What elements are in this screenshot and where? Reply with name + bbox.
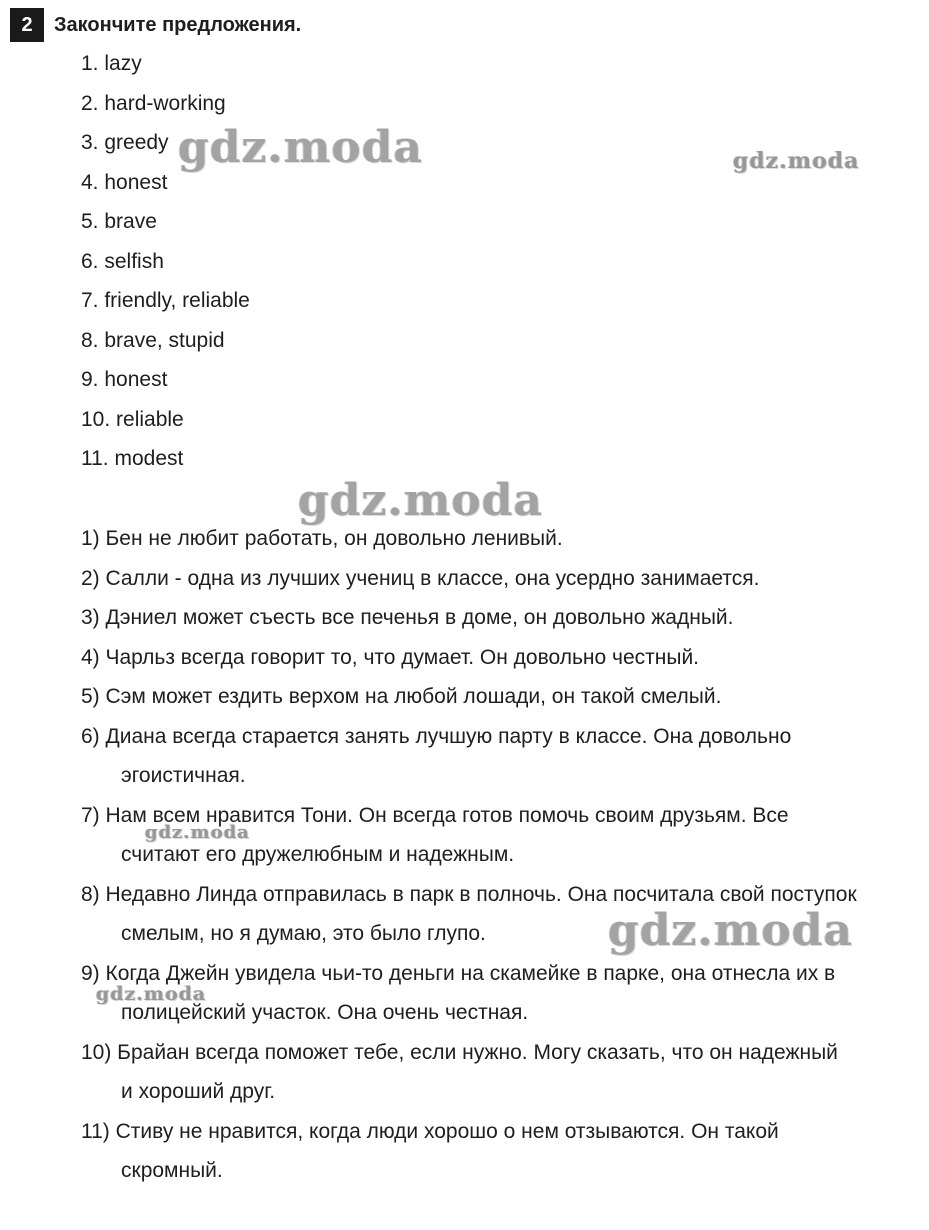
answer-item: 8. brave, stupid [81, 328, 225, 352]
answer-item: 11. modest [81, 447, 184, 470]
sentence-text: 4) Чарльз всегда говорит то, что думает. Он довольно честный. [81, 645, 700, 669]
sentence-item [81, 1112, 919, 1191]
sentence-text: 1) Бен не любит работать, он довольно ленивый. [81, 527, 563, 550]
watermark: gdz.moda [733, 148, 860, 174]
answer-item: 7. friendly, reliable [81, 289, 250, 312]
sentence-continuation: скромный. [121, 1159, 223, 1182]
answer-item: 2. hard-working [81, 91, 226, 115]
answer-item: 1. lazy [81, 52, 142, 75]
answer-item: 4. honest [81, 170, 168, 194]
sentence-continuation: смелым, но я думаю, это было глупо. [121, 922, 486, 945]
watermark: gdz.moda [608, 905, 854, 956]
task-number-badge: 2 [10, 8, 44, 42]
sentence-item [81, 954, 919, 1033]
watermark: gdz.moda [96, 983, 207, 1005]
answer-item: 6. selfish [81, 249, 164, 273]
sentence-item [81, 638, 919, 678]
sentence-continuation: полицейский участок. Она очень честная. [121, 1001, 529, 1024]
sentence-item [81, 559, 919, 599]
sentence-text: 2) Салли - одна из лучших учениц в классе, она усердно занимается. [81, 566, 760, 590]
watermark: gdz.moda [178, 122, 424, 173]
sentence-continuation: эгоистичная. [121, 764, 246, 787]
sentence-text: 6) Диана всегда старается занять лучшую парту в классе. Она довольно [81, 724, 792, 748]
answer-list [81, 46, 250, 481]
sentence-item [81, 598, 919, 638]
answer-item: 5. brave [81, 210, 157, 233]
task-title: Закончите предложения. [54, 14, 302, 36]
sentence-item [81, 717, 919, 796]
sentence-continuation: и хороший друг. [121, 1080, 276, 1103]
watermark: gdz.moda [145, 822, 250, 843]
sentence-text: 11) Стиву не нравится, когда люди хорошо о нем отзываются. Он такой [81, 1119, 779, 1143]
sentence-text: 8) Недавно Линда отправилась в парк в полночь. Она посчитала свой поступок [81, 882, 857, 906]
watermark: gdz.moda [298, 475, 544, 526]
sentence-continuation: считают его дружелюбным и надежным. [121, 843, 515, 866]
sentence-text: 9) Когда Джейн увидела чьи-то деньги на скамейке в парке, она отнесла их в [81, 961, 836, 985]
sentence-text: 5) Сэм может ездить верхом на любой лошади, он такой смелый. [81, 685, 722, 708]
answer-item: 3. greedy [81, 131, 169, 154]
sentence-item [81, 677, 919, 717]
answer-item: 10. reliable [81, 407, 184, 431]
sentence-text: 3) Дэниел может съесть все печенья в доме, он довольно жадный. [81, 606, 734, 629]
answer-item: 9. honest [81, 368, 168, 391]
sentence-text: 7) Нам всем нравится Тони. Он всегда готов помочь своим друзьям. Все [81, 803, 789, 827]
sentence-text: 10) Брайан всегда поможет тебе, если нужно. Могу сказать, что он надежный [81, 1040, 838, 1064]
sentence-list [81, 519, 919, 1191]
sentence-item [81, 1033, 919, 1112]
